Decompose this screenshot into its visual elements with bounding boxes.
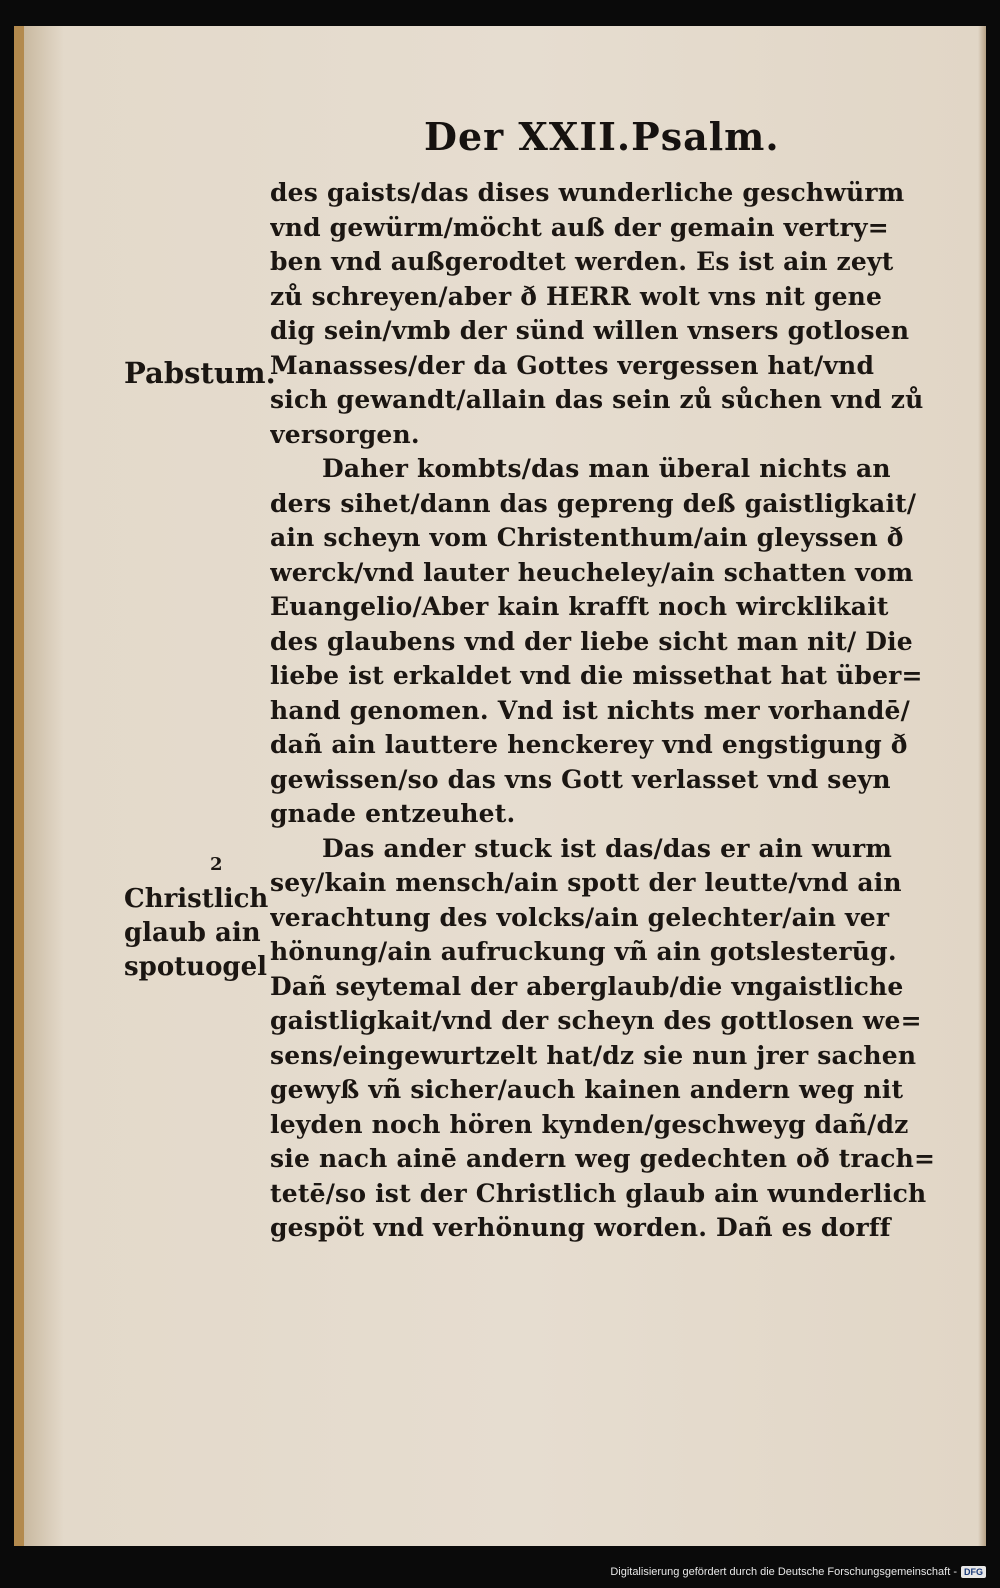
text-line: ben vnd außgerodtet werden. Es ist ain zeyt: [270, 247, 894, 276]
body-text: [270, 176, 950, 1246]
text-line: gnade entzeuhet.: [270, 799, 516, 828]
marginal-note-christlich: [124, 882, 268, 984]
footer-text: Digitalisierung gefördert durch die Deutsche Forschungsgemeinschaft -: [610, 1566, 957, 1578]
text-line: des gaists/das dises wunderliche geschwürm: [270, 178, 905, 207]
text-line: hönung/ain aufruckung vñ ain gotslesterūg.: [270, 937, 897, 966]
marginal-line: glaub ain: [124, 918, 261, 948]
text-line: sens/eingewurtzelt hat/dz sie nun jrer sachen: [270, 1040, 917, 1070]
text-line: leyden noch hören kynden/geschweyg dañ/dz: [270, 1109, 909, 1139]
text-line: tetē/so ist der Christlich glaub ain wunderlich: [270, 1178, 927, 1208]
text-line: Daher kombts/das man überal nichts an: [322, 454, 891, 483]
text-line: Das ander stuck ist das/das er ain wurm: [322, 833, 892, 863]
text-line: gewyß vñ sicher/auch kainen andern weg nit: [270, 1075, 904, 1104]
text-line: zů schreyen/aber ð HERR wolt vns nit gene: [270, 281, 883, 311]
text-line: gewissen/so das vns Gott verlasset vnd seyn: [270, 764, 891, 794]
text-line: versorgen.: [270, 419, 420, 449]
text-line: dig sein/vmb der sünd willen vnsers gotlosen: [270, 316, 910, 345]
text-line: verachtung des volcks/ain gelechter/ain ver: [270, 902, 890, 932]
text-line: dañ ain lauttere henckerey vnd engstigung ð: [270, 730, 908, 759]
text-line: des glaubens vnd der liebe sicht man nit/ Die: [270, 626, 913, 656]
text-line: Manasses/der da Gottes vergessen hat/vnd: [270, 350, 875, 380]
text-line: werck/vnd lauter heucheley/ain schatten vom: [270, 557, 914, 587]
text-line: gaistligkait/vnd der scheyn des gottlosen we=: [270, 1006, 922, 1035]
text-line: gespöt vnd verhönung worden. Dañ es dorff: [270, 1213, 891, 1242]
marginal-number: 2: [210, 854, 223, 875]
text-line: sie nach ainē andern weg gedechten oð trach=: [270, 1144, 936, 1173]
running-head: Der XXII.Psalm.: [424, 114, 780, 159]
dfg-logo: DFG: [961, 1566, 986, 1578]
footer-credit: [610, 1566, 986, 1578]
text-line: ain scheyn vom Christenthum/ain gleyssen ð: [270, 523, 904, 552]
book-page: [14, 26, 986, 1546]
text-line: vnd gewürm/möcht auß der gemain vertry=: [270, 212, 889, 242]
text-line: sich gewandt/allain das sein zů sůchen vnd zů: [270, 385, 924, 414]
text-line: Euangelio/Aber kain krafft noch wircklikait: [270, 592, 889, 621]
text-line: hand genomen. Vnd ist nichts mer vorhandē/: [270, 695, 910, 725]
marginal-line: spotuogel: [124, 952, 268, 982]
text-line: Dañ seytemal der aberglaub/die vngaistliche: [270, 971, 904, 1001]
text-line: ders sihet/dann das gepreng deß gaistligkait/: [270, 488, 917, 518]
text-line: liebe ist erkaldet vnd die missethat hat über=: [270, 661, 923, 690]
text-line: sey/kain mensch/ain spott der leutte/vnd ain: [270, 868, 902, 897]
marginal-line: Christlich: [124, 884, 269, 914]
marginal-note-pabstum: Pabstum.: [124, 356, 276, 390]
